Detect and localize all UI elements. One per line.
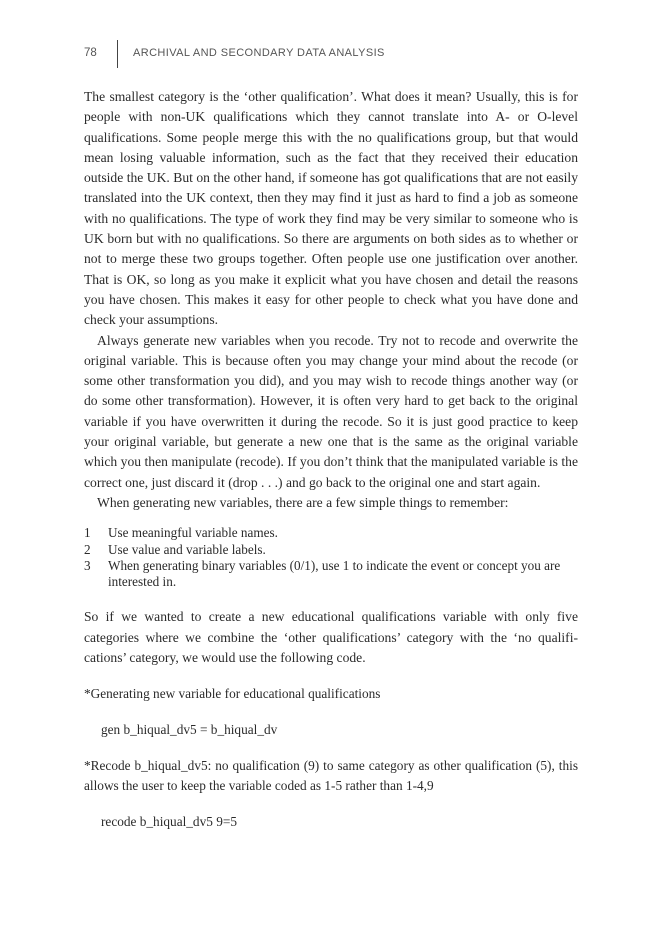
list-item-number: 3: [84, 557, 91, 573]
paragraph-simple-things-intro: When generating new variables, there are a few simple things to remember:: [97, 494, 509, 510]
paragraph-other-qualification: The smallest category is the ‘other qualification’. What does it mean? Usually, this is for people with non-UK qualifications which they cannot translate into A- or O-level qualifications. Some people merge this with the no qualifications group, but that would mean losing valuable information, such as the fact that they received their education outside the UK. But on the other hand, if someone has got qualifications that are not easily translated into the UK context, then they may find it just as hard to find a job as someone with no qualifications. The type of work they find may be very similar to someone who is UK born but with no qualifications. So there are arguments on both sides as to whether or not to merge these two groups together. Often people use one justification over another. That is OK, so long as you make it explicit what you have chosen and detail the reasons you have chosen. This makes it easy for other people to check what you have done and check your assumptions.: [84, 89, 578, 328]
list-item-text: Use value and variable labels.: [108, 541, 266, 557]
running-head: [84, 40, 578, 70]
code-line: recode b_hiqual_dv5 9=5: [101, 814, 238, 830]
list-item: [84, 525, 578, 541]
paragraph-generate-new-variables: Always generate new variables when you recode. Try not to recode and overwrite the original variable. This is because often you may change your mind about the recode (or some other transformation you did), and you may wish to recode things another way (or do some other transformation). However, it is often very hard to get back to the original variable if you have overwritten it during the recode. So it is just good practice to keep your original variable, but generate a new one that is the same as the original variable which you then manipulate (recode). If you don’t think that the manipulated variable is the correct one, just discard it (drop . . .) and go back to the original one and start again.: [84, 332, 578, 490]
list-item: [84, 558, 578, 591]
list-item-text: Use meaningful variable names.: [108, 525, 278, 541]
list-item: [84, 542, 578, 558]
list-item-number: 2: [84, 541, 91, 557]
rules-list: [84, 525, 578, 590]
list-item-text: When generating binary variables (0/1), use 1 to indicate the event or concept you are interested in.: [108, 557, 561, 590]
code-comment: *Recode b_hiqual_dv5: no qualification (9) to same category as other qualification (5), this allows the user to keep the variable coded as 1-5 rather than 1-4,9: [84, 758, 578, 794]
list-item-number: 1: [84, 525, 91, 541]
paragraph-after-list: So if we wanted to create a new educational qualifications variable with only five categories where we combine the ‘other qualifications’ category with the ‘no qualifications’ category, we would use the following code.: [84, 609, 578, 666]
header-divider: [117, 40, 118, 68]
page-body: [84, 87, 578, 832]
running-title: ARCHIVAL AND SECONDARY DATA ANALYSIS: [133, 47, 385, 59]
page-number: 78: [84, 47, 97, 59]
code-comment: *Generating new variable for educational qualifications: [84, 686, 381, 702]
code-line: gen b_hiqual_dv5 = b_hiqual_dv: [101, 722, 278, 738]
